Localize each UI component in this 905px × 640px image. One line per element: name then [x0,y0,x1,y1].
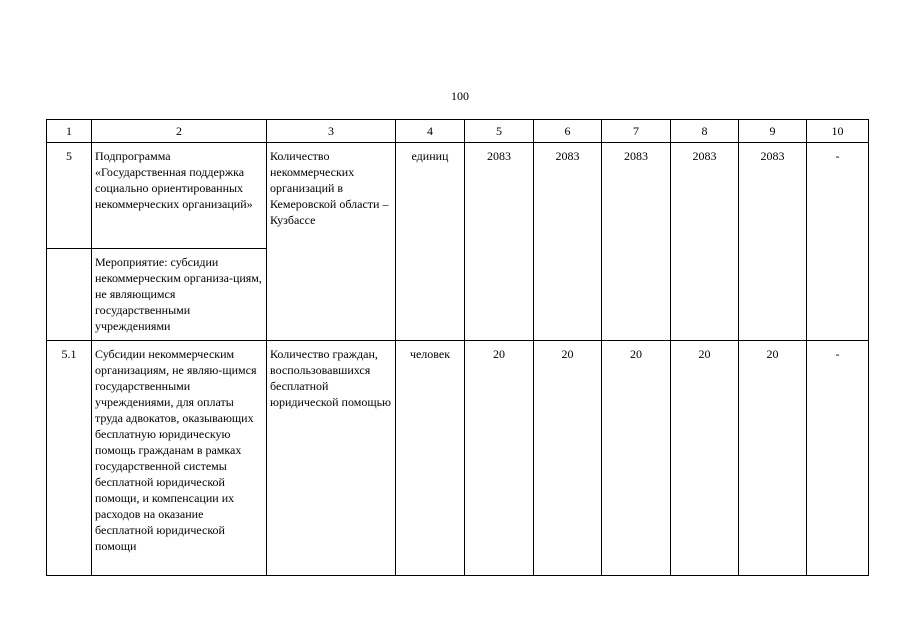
value-col-8: 20 [671,341,739,576]
page-number: 100 [451,89,469,103]
indicators-table [46,119,869,576]
table-header-row [47,120,869,143]
value-col-6: 2083 [534,143,602,341]
unit: человек [396,341,465,576]
header-cell-7: 7 [602,120,671,143]
header-cell-6: 6 [534,120,602,143]
header-cell-4: 4 [396,120,465,143]
unit: единиц [396,143,465,341]
value-col-10: - [807,341,869,576]
value-col-7: 20 [602,341,671,576]
header-cell-9: 9 [739,120,807,143]
header-cell-10: 10 [807,120,869,143]
value-col-9: 20 [739,341,807,576]
activity-name: Мероприятие: субсидии некоммерческим организа-циям, не являющимся государственными учреждениями [92,249,267,341]
value-col-5: 20 [465,341,534,576]
row-number: 5 [47,143,92,249]
header-cell-3: 3 [267,120,396,143]
value-col-6: 20 [534,341,602,576]
value-col-10: - [807,143,869,341]
indicator-name: Количество граждан, воспользовавшихся бесплатной юридической помощью [267,341,396,576]
program-name: Подпрограмма «Государственная поддержка социально ориентированных некоммерческих организаций» [92,143,267,249]
value-col-7: 2083 [602,143,671,341]
header-cell-8: 8 [671,120,739,143]
table-row [47,143,869,249]
indicator-name: Количество некоммерческих организаций в Кемеровской области – Кузбассе [267,143,396,341]
row-number [47,249,92,341]
header-cell-1: 1 [47,120,92,143]
value-col-5: 2083 [465,143,534,341]
value-col-8: 2083 [671,143,739,341]
activity-description: Субсидии некоммерческим организациям, не являю-щимся государственными учреждениями, для оплаты труда адвокатов, оказывающих бесплатную юридическую помощь гражданам в рамках государственной системы бесплатной юридической помощи, и компенсации их расходов на оказание бесплатной юридической помощи [92,341,267,576]
table-row [47,341,869,576]
header-cell-5: 5 [465,120,534,143]
value-col-9: 2083 [739,143,807,341]
row-number: 5.1 [47,341,92,576]
header-cell-2: 2 [92,120,267,143]
